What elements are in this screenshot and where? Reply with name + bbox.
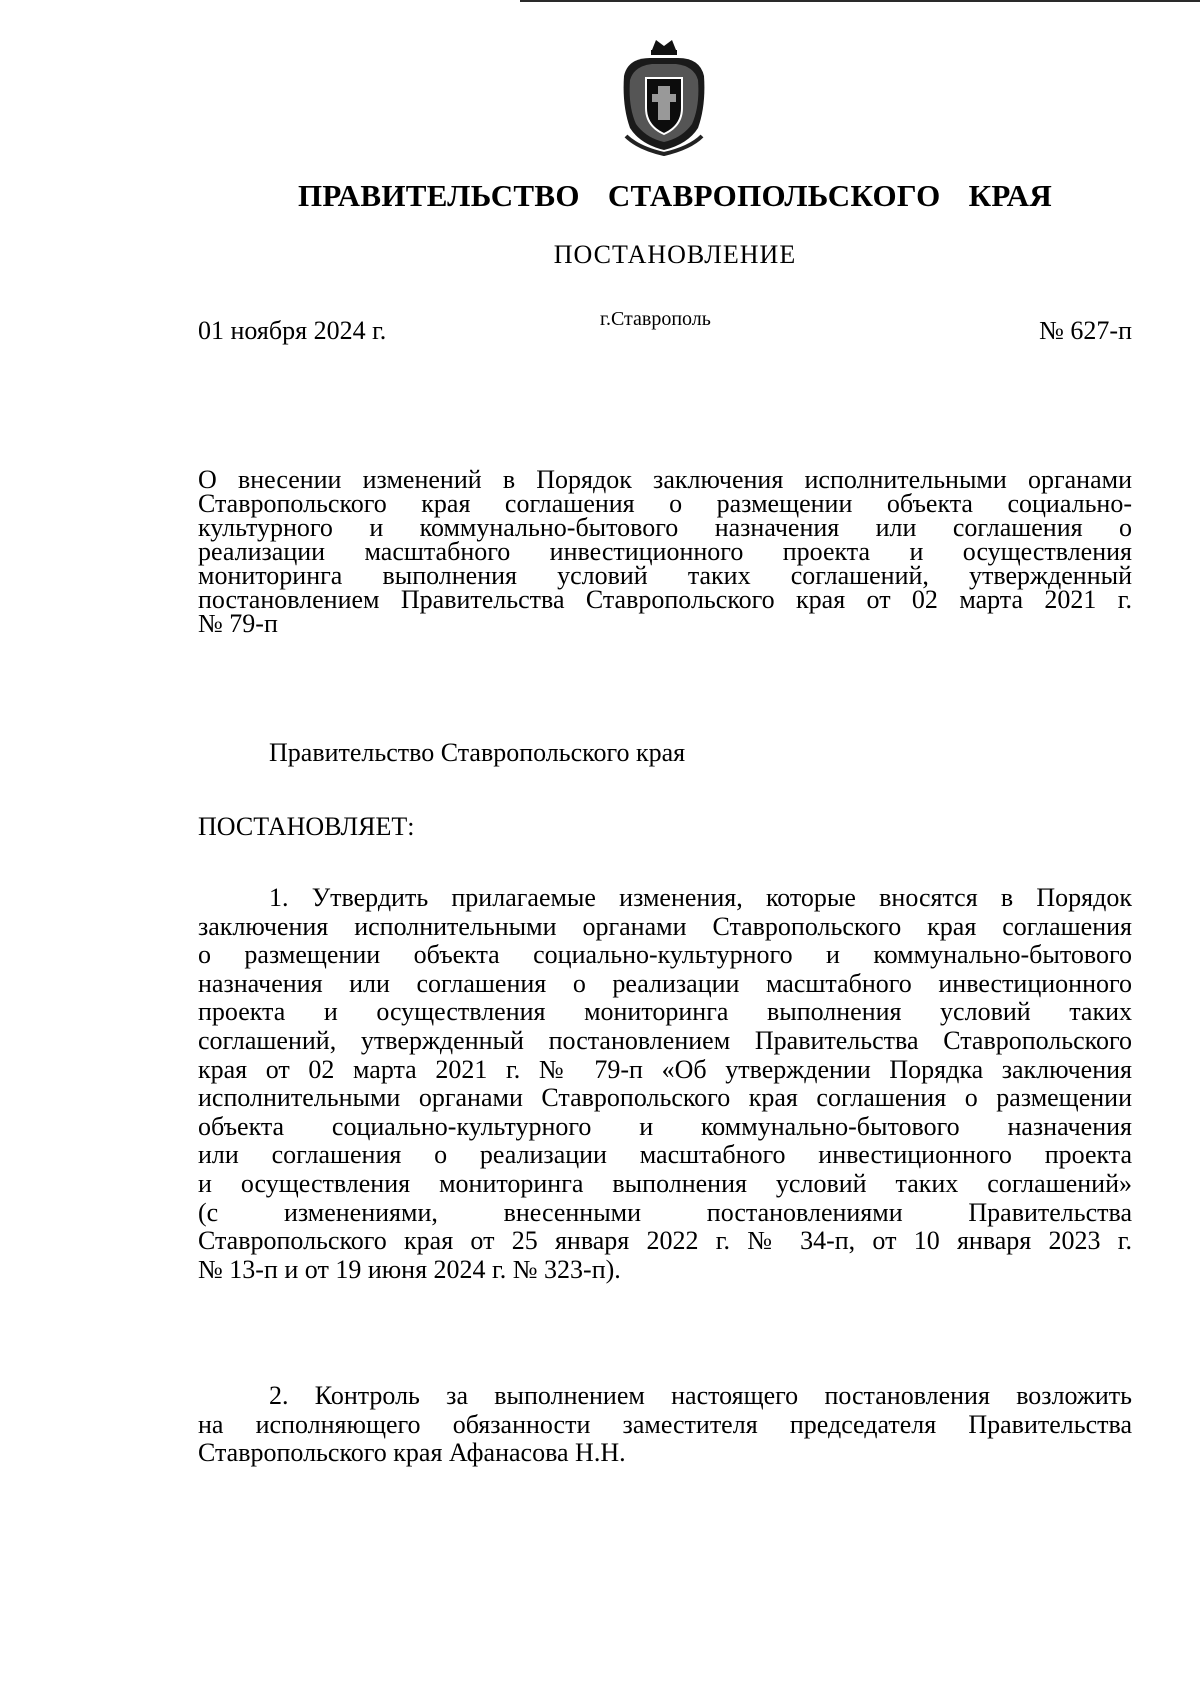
document-city: г.Ставрополь (600, 308, 711, 330)
paragraph-line: соглашений, утвержденный постановлением Правительства Ставропольского (198, 1025, 1132, 1055)
subject-line: постановлением Правительства Ставропольского края от 02 марта 2021 г. (198, 585, 1132, 614)
paragraph-line: (с изменениями, внесенными постановлениями Правительства (198, 1197, 1132, 1227)
paragraph-line: края от 02 марта 2021 г. № 79-п «Об утверждении Порядка заключения (198, 1054, 1132, 1084)
paragraph-line: 2. Контроль за выполнением настоящего постановления возложить (269, 1381, 1132, 1410)
paragraph-line: назначения или соглашения о реализации масштабного инвестиционного (198, 968, 1132, 998)
subject-line: реализации масштабного инвестиционного проекта и осуществления (198, 537, 1132, 566)
resolves-heading: ПОСТАНОВЛЯЕТ: (198, 812, 415, 841)
paragraph-line: на исполняющего обязанности заместителя председателя Правительства (198, 1409, 1132, 1439)
paragraph-line: исполнительными органами Ставропольского края соглашения о размещении (198, 1083, 1132, 1113)
paragraph-2 (198, 1382, 1132, 1468)
paragraph-line: заключения исполнительными органами Ставропольского края соглашения (198, 911, 1132, 941)
scan-edge-line (520, 0, 1200, 2)
document-type: ПОСТАНОВЛЕНИЕ (553, 240, 797, 269)
paragraph-line: или соглашения о реализации масштабного инвестиционного проекта (198, 1140, 1132, 1170)
paragraph-line: 1. Утвердить прилагаемые изменения, которые вносятся в Порядок (269, 883, 1132, 912)
subject-line: О внесении изменений в Порядок заключения исполнительными органами (198, 465, 1132, 494)
paragraph-line: объекта социально-культурного и коммунально-бытового назначения (198, 1111, 1132, 1141)
paragraph-1 (198, 884, 1132, 1284)
paragraph-line: и осуществления мониторинга выполнения условий таких соглашений» (198, 1168, 1132, 1198)
paragraph-line: Ставропольского края от 25 января 2022 г. № 34-п, от 10 января 2023 г. (198, 1226, 1132, 1256)
document-date: 01 ноября 2024 г. (198, 316, 387, 345)
government-name: Правительство Ставропольского края (269, 738, 686, 767)
subject-line: № 79-п (198, 609, 278, 638)
paragraph-line: проекта и осуществления мониторинга выполнения условий таких (198, 997, 1132, 1027)
subject-line: культурного и коммунально-бытового назначения или соглашения о (198, 513, 1132, 542)
subject-line: мониторинга выполнения условий таких соглашений, утвержденный (198, 561, 1132, 590)
stavropol-coat-of-arms-icon (618, 36, 710, 156)
document-subject (198, 465, 1132, 638)
organization-title: ПРАВИТЕЛЬСТВО СТАВРОПОЛЬСКОГО КРАЯ (297, 178, 1053, 213)
subject-line: Ставропольского края соглашения о размещении объекта социально- (198, 489, 1132, 518)
paragraph-line: № 13-п и от 19 июня 2024 г. № 323-п). (198, 1254, 621, 1284)
paragraph-line: о размещении объекта социально-культурного и коммунально-бытового (198, 940, 1132, 970)
paragraph-line: Ставропольского края Афанасова Н.Н. (198, 1438, 626, 1468)
document-number: № 627-п (1039, 316, 1132, 345)
